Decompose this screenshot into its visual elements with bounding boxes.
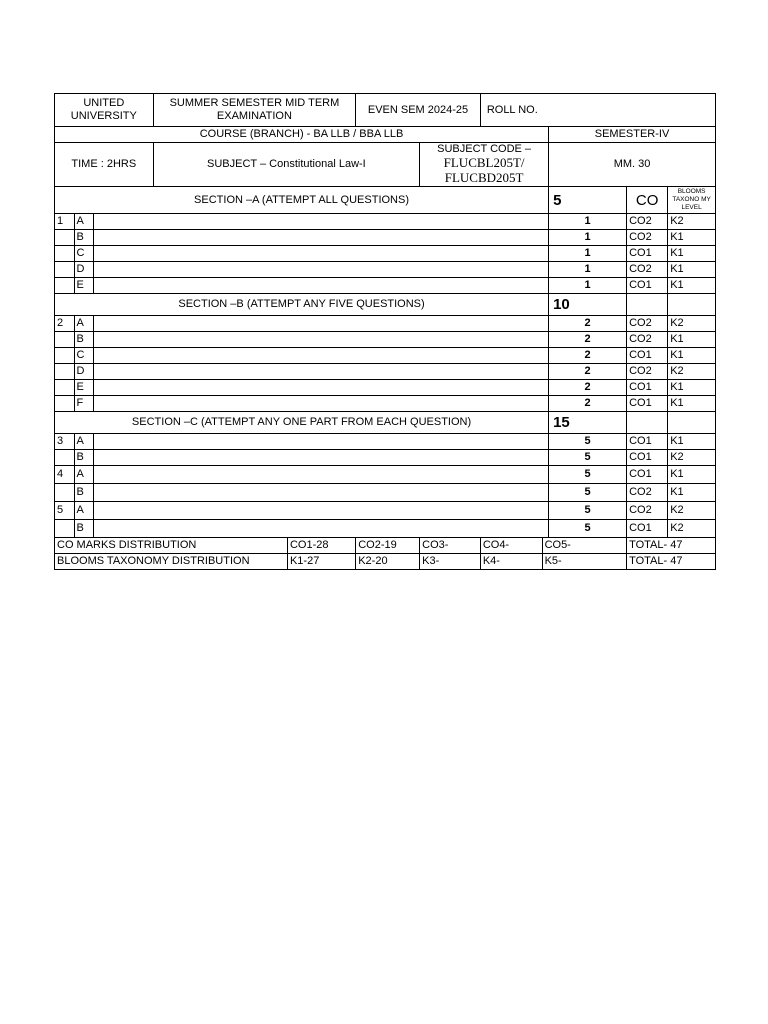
question-co: CO2: [627, 502, 668, 520]
table-row: [55, 484, 716, 502]
question-co: CO1: [627, 466, 668, 484]
co-distribution-value: CO4-: [480, 538, 542, 554]
question-marks: 2: [549, 364, 627, 380]
co-distribution-row: [55, 538, 716, 554]
question-marks: 2: [549, 396, 627, 412]
question-marks: 1: [549, 278, 627, 294]
question-co: CO1: [627, 348, 668, 364]
question-number: [55, 230, 75, 246]
question-marks: 2: [549, 332, 627, 348]
question-co: CO1: [627, 246, 668, 262]
question-marks: 5: [549, 466, 627, 484]
question-part: E: [74, 380, 94, 396]
co-distribution-value: CO2-19: [356, 538, 420, 554]
question-part: C: [74, 246, 94, 262]
section-b-title: SECTION –B (ATTEMPT ANY FIVE QUESTIONS): [55, 294, 549, 316]
section-a-header: [55, 187, 716, 214]
question-marks: 1: [549, 214, 627, 230]
question-number: [55, 396, 75, 412]
question-part: B: [74, 520, 94, 538]
table-row: [55, 364, 716, 380]
section-c-header: [55, 412, 716, 434]
subject-code-label: SUBJECT CODE –: [437, 143, 532, 155]
question-co: CO2: [627, 364, 668, 380]
table-row: [55, 230, 716, 246]
table-row: [55, 246, 716, 262]
blooms-distribution-value: K4-: [480, 554, 542, 570]
co-column-header: CO: [627, 187, 668, 214]
question-part: B: [74, 484, 94, 502]
empty-cell: [627, 412, 668, 434]
question-co: CO1: [627, 434, 668, 450]
question-part: A: [74, 502, 94, 520]
question-number: [55, 246, 75, 262]
co-distribution-value: CO5-: [542, 538, 627, 554]
question-co: CO1: [627, 380, 668, 396]
exam-paper-table: [54, 93, 716, 570]
question-text-cell: [94, 434, 549, 450]
table-row: [55, 434, 716, 450]
section-a-title: SECTION –A (ATTEMPT ALL QUESTIONS): [55, 187, 549, 214]
exam-title: SUMMER SEMESTER MID TERM EXAMINATION: [153, 94, 356, 127]
table-row: [55, 502, 716, 520]
roll-no: ROLL NO.: [480, 94, 715, 127]
question-blooms-level: K1: [668, 332, 716, 348]
question-co: CO2: [627, 214, 668, 230]
question-part: F: [74, 396, 94, 412]
question-text-cell: [94, 396, 549, 412]
question-text-cell: [94, 332, 549, 348]
question-text-cell: [94, 520, 549, 538]
header-row-1: [55, 94, 716, 127]
question-number: [55, 520, 75, 538]
section-b-marks: 10: [549, 294, 627, 316]
empty-cell: [668, 412, 716, 434]
question-marks: 2: [549, 348, 627, 364]
question-number: 3: [55, 434, 75, 450]
question-blooms-level: K2: [668, 316, 716, 332]
question-text-cell: [94, 364, 549, 380]
blooms-distribution-value: K3-: [420, 554, 481, 570]
question-number: [55, 484, 75, 502]
semester: SEMESTER-IV: [549, 127, 716, 143]
question-blooms-level: K2: [668, 214, 716, 230]
subject-code-1: FLUCBL205T/: [443, 155, 525, 170]
question-part: A: [74, 316, 94, 332]
question-part: B: [74, 230, 94, 246]
table-row: [55, 262, 716, 278]
question-number: [55, 262, 75, 278]
question-number: [55, 450, 75, 466]
section-b-header: [55, 294, 716, 316]
max-marks: MM. 30: [549, 143, 716, 187]
question-blooms-level: K1: [668, 262, 716, 278]
question-blooms-level: K2: [668, 450, 716, 466]
question-number: [55, 278, 75, 294]
question-text-cell: [94, 214, 549, 230]
table-row: [55, 450, 716, 466]
table-row: [55, 466, 716, 484]
subject-code: [420, 143, 549, 187]
header-row-3: [55, 143, 716, 187]
table-row: [55, 380, 716, 396]
question-co: CO1: [627, 396, 668, 412]
question-marks: 5: [549, 450, 627, 466]
question-text-cell: [94, 502, 549, 520]
question-co: CO2: [627, 332, 668, 348]
co-distribution-label: CO MARKS DISTRIBUTION: [55, 538, 288, 554]
blooms-distribution-total: TOTAL- 47: [627, 554, 716, 570]
blooms-distribution-value: K2-20: [356, 554, 420, 570]
question-text-cell: [94, 348, 549, 364]
question-co: CO1: [627, 278, 668, 294]
co-distribution-value: CO3-: [420, 538, 481, 554]
blooms-distribution-row: [55, 554, 716, 570]
question-text-cell: [94, 278, 549, 294]
question-part: B: [74, 450, 94, 466]
question-co: CO2: [627, 230, 668, 246]
question-text-cell: [94, 230, 549, 246]
blooms-distribution-value: K1-27: [287, 554, 355, 570]
question-blooms-level: K2: [668, 502, 716, 520]
question-marks: 5: [549, 484, 627, 502]
session: EVEN SEM 2024-25: [356, 94, 481, 127]
question-text-cell: [94, 316, 549, 332]
question-text-cell: [94, 246, 549, 262]
time-allowed: TIME : 2HRS: [55, 143, 154, 187]
question-marks: 5: [549, 520, 627, 538]
course-branch: COURSE (BRANCH) - BA LLB / BBA LLB: [55, 127, 549, 143]
question-blooms-level: K2: [668, 364, 716, 380]
question-number: 4: [55, 466, 75, 484]
table-row: [55, 348, 716, 364]
question-text-cell: [94, 262, 549, 278]
table-row: [55, 278, 716, 294]
section-c-title: SECTION –C (ATTEMPT ANY ONE PART FROM EACH QUESTION): [55, 412, 549, 434]
subject-name: SUBJECT – Constitutional Law-I: [153, 143, 420, 187]
question-part: D: [74, 262, 94, 278]
question-text-cell: [94, 450, 549, 466]
question-blooms-level: K2: [668, 520, 716, 538]
question-co: CO2: [627, 316, 668, 332]
question-marks: 2: [549, 380, 627, 396]
question-number: [55, 380, 75, 396]
question-text-cell: [94, 466, 549, 484]
co-distribution-value: CO1-28: [287, 538, 355, 554]
table-row: [55, 520, 716, 538]
section-c-marks: 15: [549, 412, 627, 434]
question-number: [55, 332, 75, 348]
question-marks: 2: [549, 316, 627, 332]
question-number: 5: [55, 502, 75, 520]
empty-cell: [668, 294, 716, 316]
question-marks: 1: [549, 262, 627, 278]
table-row: [55, 396, 716, 412]
question-blooms-level: K1: [668, 278, 716, 294]
table-row: [55, 332, 716, 348]
blooms-distribution-value: K5-: [542, 554, 627, 570]
question-marks: 5: [549, 502, 627, 520]
question-blooms-level: K1: [668, 348, 716, 364]
header-row-2: [55, 127, 716, 143]
question-part: A: [74, 466, 94, 484]
co-distribution-total: TOTAL- 47: [627, 538, 716, 554]
question-co: CO2: [627, 262, 668, 278]
question-blooms-level: K1: [668, 230, 716, 246]
question-text-cell: [94, 484, 549, 502]
question-part: B: [74, 332, 94, 348]
question-blooms-level: K1: [668, 484, 716, 502]
question-number: [55, 364, 75, 380]
blooms-distribution-label: BLOOMS TAXONOMY DISTRIBUTION: [55, 554, 288, 570]
question-co: CO1: [627, 450, 668, 466]
subject-code-2: FLUCBD205T: [444, 170, 524, 185]
question-marks: 1: [549, 246, 627, 262]
question-blooms-level: K1: [668, 246, 716, 262]
question-number: 2: [55, 316, 75, 332]
empty-cell: [627, 294, 668, 316]
blooms-column-header: BLOOMS TAXONO MY LEVEL: [668, 187, 716, 214]
question-part: D: [74, 364, 94, 380]
table-row: [55, 316, 716, 332]
question-blooms-level: K1: [668, 434, 716, 450]
question-blooms-level: K1: [668, 466, 716, 484]
question-text-cell: [94, 380, 549, 396]
question-blooms-level: K1: [668, 396, 716, 412]
question-marks: 1: [549, 230, 627, 246]
question-part: E: [74, 278, 94, 294]
table-row: [55, 214, 716, 230]
question-marks: 5: [549, 434, 627, 450]
question-number: [55, 348, 75, 364]
university-name: UNITED UNIVERSITY: [55, 94, 154, 127]
question-part: A: [74, 434, 94, 450]
question-co: CO1: [627, 520, 668, 538]
question-part: C: [74, 348, 94, 364]
section-a-marks: 5: [549, 187, 627, 214]
question-blooms-level: K1: [668, 380, 716, 396]
question-number: 1: [55, 214, 75, 230]
question-co: CO2: [627, 484, 668, 502]
question-part: A: [74, 214, 94, 230]
